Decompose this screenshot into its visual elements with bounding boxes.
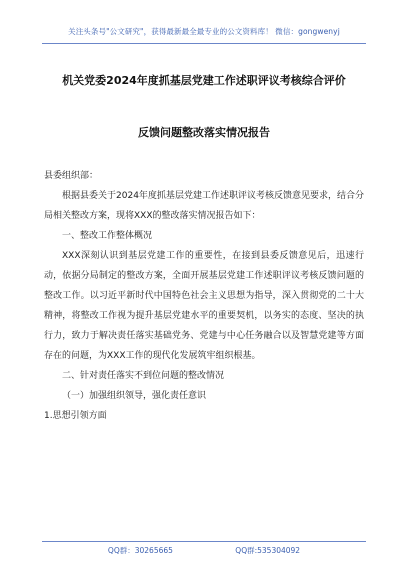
salutation: 县委组织部： xyxy=(44,171,99,181)
paragraph-overview: XXX深刻认识到基层党建工作的重要性，在接到县委反馈意见后，迅速行动，依据分局制定的整改方案，全面开展基层党建工作述职评议考核反馈问题的整改工作。以习近平新时代中国特色社会主义思想为指导，深入贯彻党的二十大精神，将整改工作视为提升基层党建水平的重要契机，以务实的态度、坚决的执行力，致力于解决责任落实基础党务、党建与中心任务融合以及智慧党建等方面存在的问题，为XXX工作的现代化发展筑牢组织根基。 xyxy=(44,251,364,361)
item-heading-1: 1.思想引领方面 xyxy=(44,411,107,421)
document-title: 机关党委2024年度抓基层党建工作述职评议考核综合评价 xyxy=(62,74,346,87)
footer-qq-group-1: QQ群：30265665 xyxy=(107,546,173,555)
subsection-heading-1: （一）加强组织领导，强化责任意识 xyxy=(62,391,207,401)
section-heading-2: 二、针对责任落实不到位问题的整改情况 xyxy=(62,371,225,381)
header-rule xyxy=(42,43,366,44)
footer xyxy=(0,545,408,556)
header-note: 关注头条号"公文研究"，获得最新最全最专业的公文资料库！ 微信：gongwenyj xyxy=(68,27,340,36)
document-body xyxy=(44,166,364,426)
section-heading-1: 一、整改工作整体概况 xyxy=(62,231,153,241)
footer-rule xyxy=(42,541,366,542)
document-subtitle: 反馈问题整改落实情况报告 xyxy=(138,126,270,139)
footer-qq-group-2: QQ群:535304092 xyxy=(235,546,301,555)
paragraph-intro: 根据县委关于2024年度抓基层党建工作述职评议考核反馈意见要求，结合分局相关整改方案，现将XXX的整改落实情况报告如下： xyxy=(44,191,364,221)
